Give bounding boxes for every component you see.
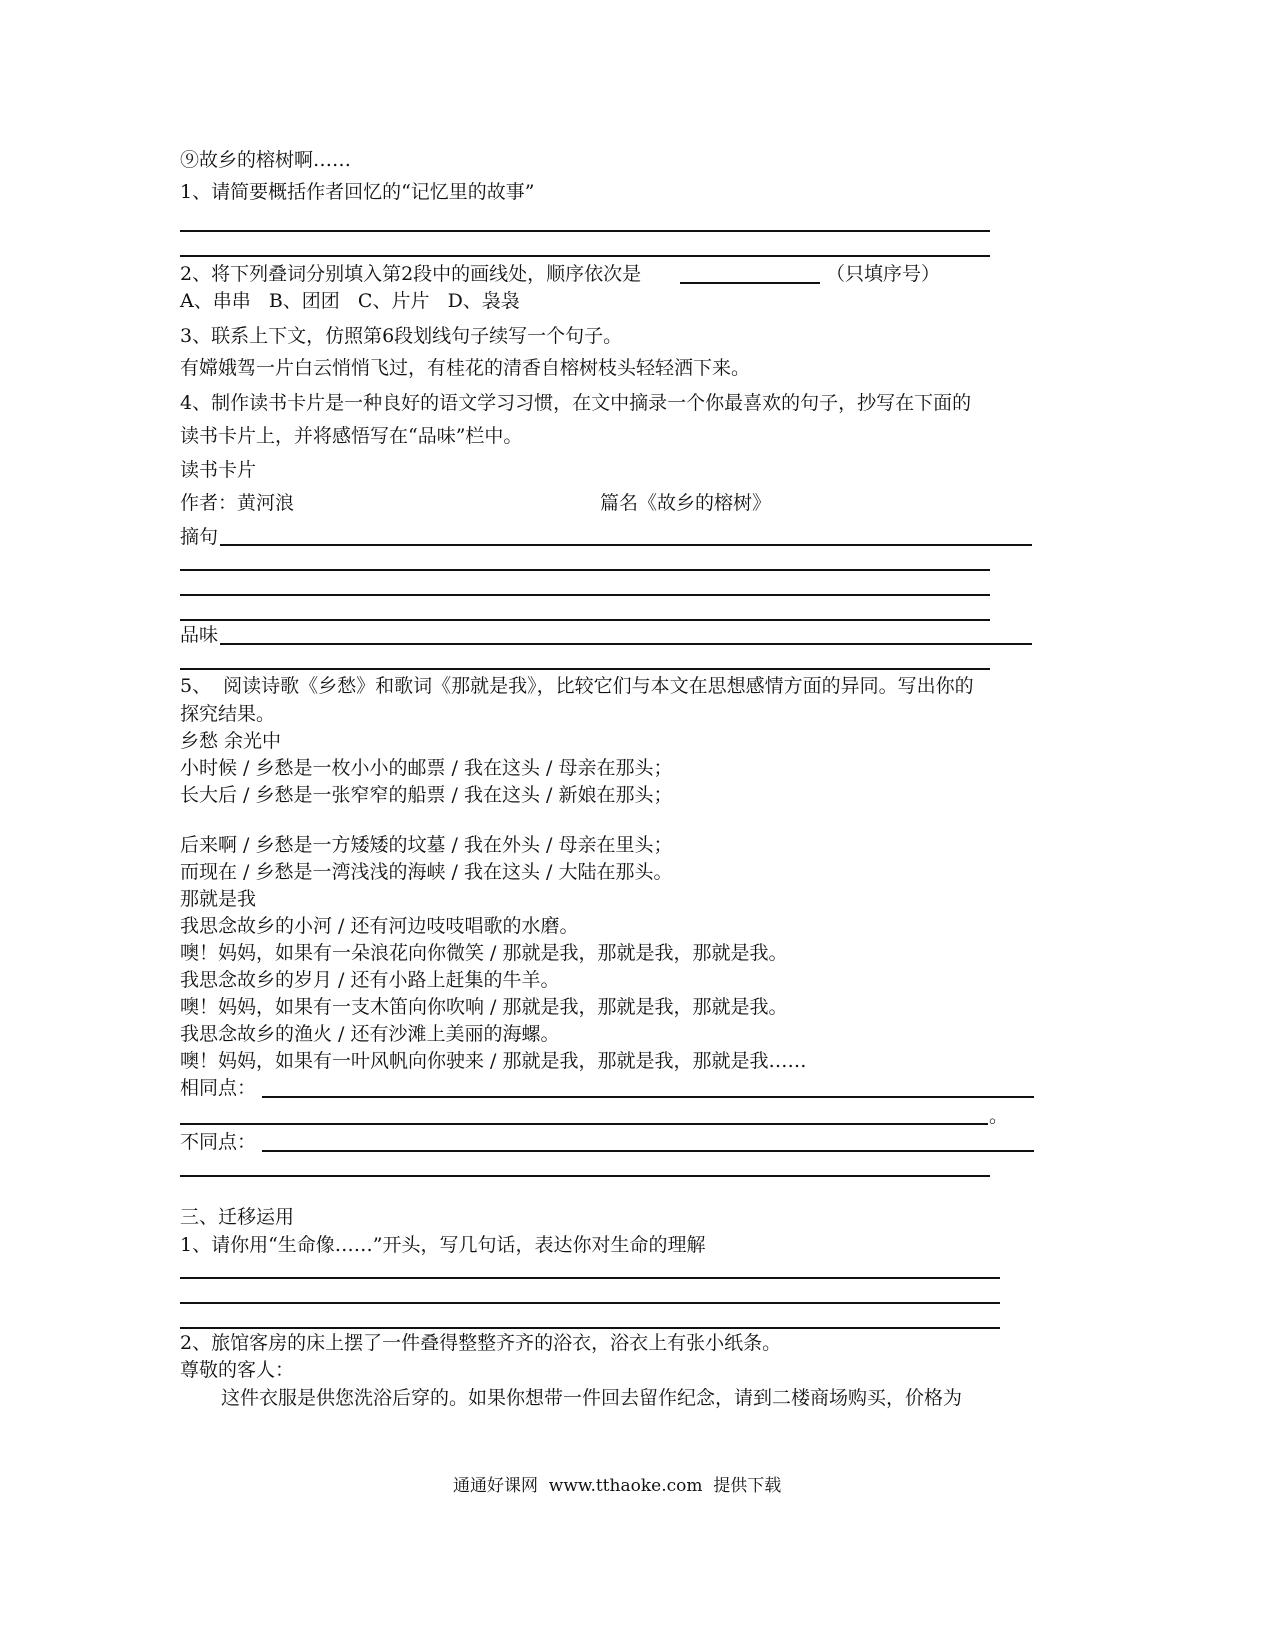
song-line: 我思念故乡的小河 / 还有河边吱吱唱歌的水磨。 xyxy=(180,915,579,937)
poem-line: 长大后 / 乡愁是一张窄窄的船票 / 我在这头 / 新娘在那头； xyxy=(180,784,673,806)
paragraph-9: ⑨故乡的榕树啊…… xyxy=(180,149,352,171)
answer-line xyxy=(180,1123,988,1125)
card-taste-label: 品味 xyxy=(180,624,219,646)
question-3-example: 有嫦娥驾一片白云悄悄飞过，有桂花的清香自榕树枝头轻轻洒下来。 xyxy=(180,357,751,379)
answer-line xyxy=(180,668,990,670)
song-line: 噢！妈妈，如果有一支木笛向你吹响 / 那就是我，那就是我，那就是我。 xyxy=(180,996,788,1018)
poem-line: 而现在 / 乡愁是一湾浅浅的海峡 / 我在这头 / 大陆在那头。 xyxy=(180,861,673,883)
card-excerpt-label: 摘句 xyxy=(180,526,219,548)
song-title: 那就是我 xyxy=(180,888,257,910)
similarity-label: 相同点： xyxy=(180,1077,257,1099)
section-3-question-2: 2、旅馆客房的床上摆了一件叠得整整齐齐的浴衣，浴衣上有张小纸条。 xyxy=(180,1332,782,1354)
poem-title: 乡愁 余光中 xyxy=(180,730,282,752)
answer-line xyxy=(180,619,990,621)
card-author: 作者：黄河浪 xyxy=(180,492,295,514)
song-line: 噢！妈妈，如果有一朵浪花向你微笑 / 那就是我，那就是我，那就是我。 xyxy=(180,942,788,964)
section-3-question-1: 1、请你用“生命像……”开头，写几句话，表达你对生命的理解 xyxy=(180,1234,706,1256)
note-body: 这件衣服是供您洗浴后穿的。如果你想带一件回去留作纪念，请到二楼商场购买，价格为 xyxy=(221,1387,963,1409)
taste-line xyxy=(220,643,1032,645)
answer-line xyxy=(180,255,990,257)
question-2-options: A、串串 B、团团 C、片片 D、袅袅 xyxy=(180,290,520,312)
answer-line xyxy=(180,230,990,232)
difference-line xyxy=(262,1150,1034,1152)
note-greeting: 尊敬的客人： xyxy=(180,1359,295,1381)
answer-line xyxy=(180,1302,1000,1304)
question-2-note: （只填序号） xyxy=(826,263,941,285)
answer-line xyxy=(180,594,990,596)
question-3: 3、联系上下文，仿照第6段划线句子续写一个句子。 xyxy=(180,325,623,347)
poem-line: 后来啊 / 乡愁是一方矮矮的坟墓 / 我在外头 / 母亲在里头； xyxy=(180,834,673,856)
section-3-heading: 三、迁移运用 xyxy=(180,1206,295,1228)
question-5-line-1: 5、 阅读诗歌《乡愁》和歌词《那就是我》，比较它们与本文在思想感情方面的异同。写出你的 xyxy=(180,675,974,697)
fill-blank xyxy=(680,282,820,284)
song-line: 噢！妈妈，如果有一叶风帆向你驶来 / 那就是我，那就是我，那就是我…… xyxy=(180,1050,807,1072)
page-footer: 通通好课网 www.tthaoke.com 提供下载 xyxy=(453,1476,782,1496)
excerpt-line xyxy=(220,544,1032,546)
song-line: 我思念故乡的岁月 / 还有小路上赶集的牛羊。 xyxy=(180,969,560,991)
difference-label: 不同点： xyxy=(180,1131,257,1153)
period-mark: 。 xyxy=(989,1105,1009,1127)
similarity-line xyxy=(262,1096,1034,1098)
card-piece-name: 篇名《故乡的榕树》 xyxy=(600,492,772,514)
question-5-line-2: 探究结果。 xyxy=(180,703,276,725)
question-2: 2、将下列叠词分别填入第2段中的画线处，顺序依次是 xyxy=(180,263,642,285)
answer-line xyxy=(180,569,990,571)
question-4-line-2: 读书卡片上，并将感悟写在“品味”栏中。 xyxy=(180,425,523,447)
question-1: 1、请简要概括作者回忆的“记忆里的故事” xyxy=(180,181,535,203)
question-4-line-1: 4、制作读书卡片是一种良好的语文学习习惯，在文中摘录一个你最喜欢的句子，抄写在下面的 xyxy=(180,392,972,414)
reading-card-title: 读书卡片 xyxy=(180,459,257,481)
answer-line xyxy=(180,1327,1000,1329)
song-line: 我思念故乡的渔火 / 还有沙滩上美丽的海螺。 xyxy=(180,1023,560,1045)
poem-line: 小时候 / 乡愁是一枚小小的邮票 / 我在这头 / 母亲在那头； xyxy=(180,757,673,779)
answer-line xyxy=(180,1175,990,1177)
answer-line xyxy=(180,1277,1000,1279)
